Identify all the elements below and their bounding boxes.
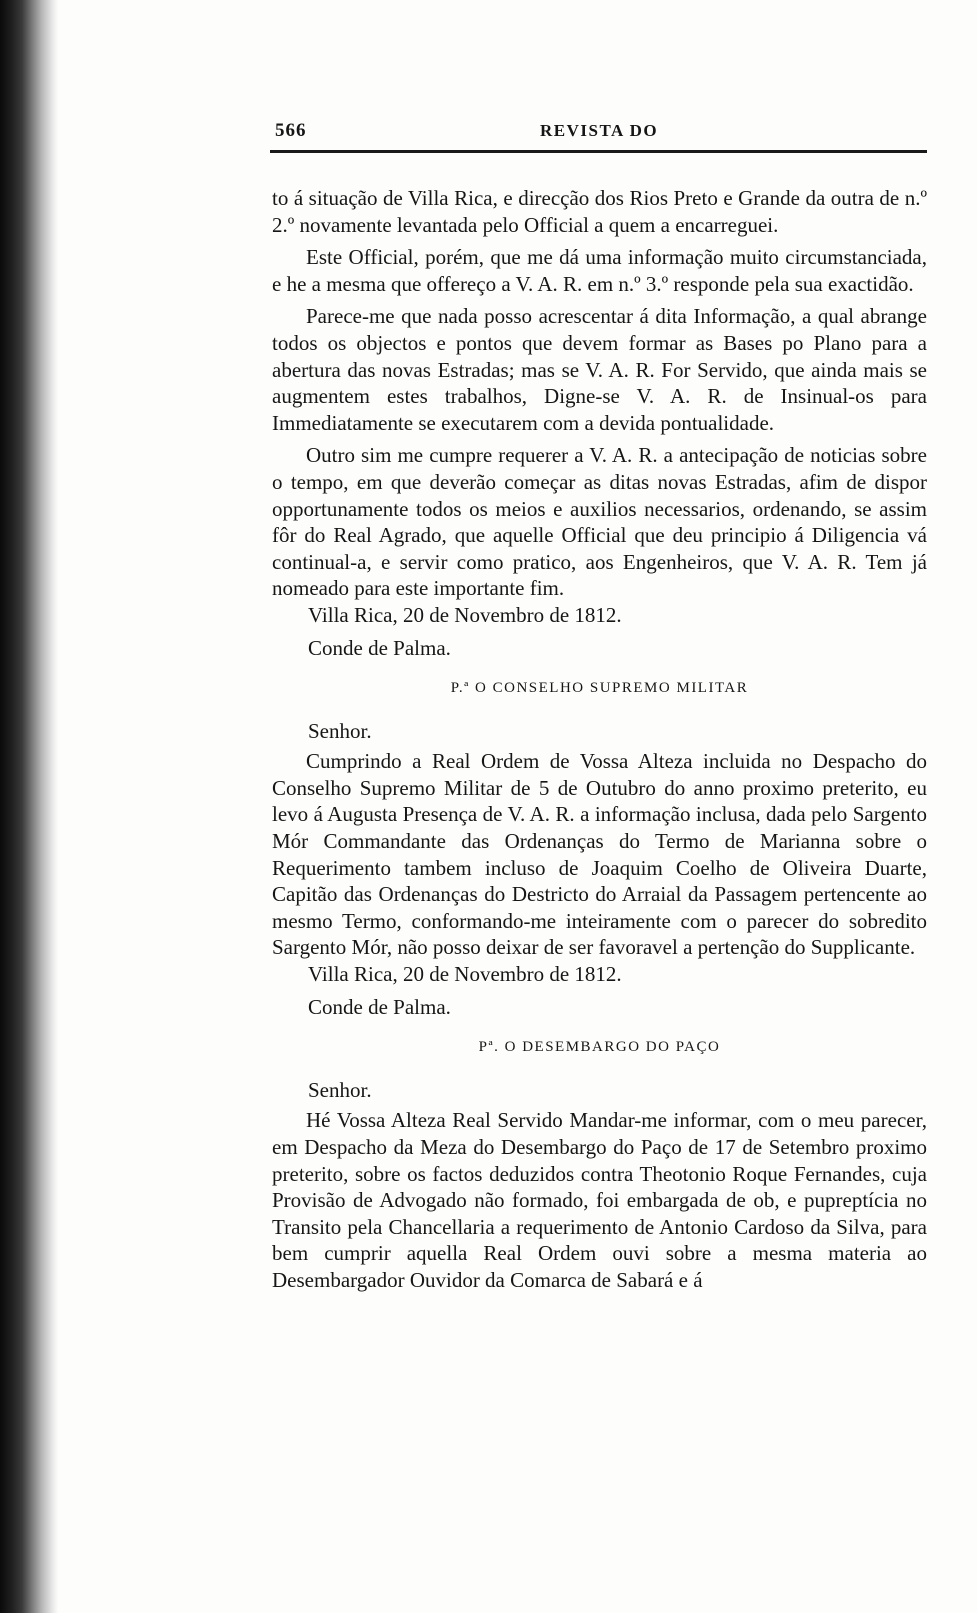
paragraph: Outro sim me cumpre requerer a V. A. R. a antecipação de noticias sobre o tempo, em que deverão começar as ditas novas Estradas, afim de dispor opportunamente todos os meios e auxilios necessarios, ordenando, se assim fôr do Real Agrado, que aquelle Official que deu principio á Diligencia vá continual-a, e servir como pratico, aos Engenheiros, que V. A. R. Tem já nomeado para este importante fim.: [272, 443, 927, 601]
letter-date: Villa Rica, 20 de Novembro de 1812.: [308, 962, 622, 987]
salutation: Senhor.: [308, 718, 372, 743]
header-rule: [270, 150, 927, 153]
paragraph: Hé Vossa Alteza Real Servido Mandar-me informar, com o meu parecer, em Despacho da Meza do Desembargo do Paço de 17 de Setembro proximo preterito, sobre os factos deduzidos contra Theotonio Roque Fernandes, cuja Provisão de Advogado não formado, foi embargada de ob, e pupreptícia no Transito pela Chancellaria a requerimento de Antonio Cardoso da Silva, para bem cumprir aquella Real Ordem ouvi sobre a mesma materia ao Desembargador Ouvidor da Comarca de Sabará e á: [272, 1108, 927, 1292]
salutation: Senhor.: [308, 1077, 372, 1102]
running-head: REVISTA DO: [540, 121, 659, 140]
paragraph: Parece-me que nada posso acrescentar á dita Informação, a qual abrange todos os objectos e pontos que devem formar as Bases po Plano para a abertura das novas Estradas; mas se V. A. R. For Servido, que ainda mais se augmentem estes trabalhos, Digne-se V. A. R. de Insinual-os para Immediatamente se executarem com a devida pontualidade.: [272, 304, 927, 435]
section-heading: P.ª O CONSELHO SUPREMO MILITAR: [450, 680, 749, 697]
book-spine-shadow: [0, 0, 58, 1613]
body-text: [272, 185, 927, 1300]
letter-signature: Conde de Palma.: [308, 635, 451, 660]
page-header: [275, 120, 927, 148]
paragraph: Este Official, porém, que me dá uma informação muito circumstanciada, e he a mesma que offereço a V. A. R. em n.º 3.º responde pela sua exactidão.: [272, 245, 927, 296]
letter-signature: Conde de Palma.: [308, 994, 451, 1019]
section-heading: Pª. O DESEMBARGO DO PAÇO: [478, 1039, 721, 1056]
paragraph-continuation: to á situação de Villa Rica, e direcção dos Rios Preto e Grande da outra de n.º 2.º novamente levantada pelo Official a quem a encarreguei.: [272, 186, 927, 237]
page-number: 566: [275, 120, 307, 141]
letter-date: Villa Rica, 20 de Novembro de 1812.: [308, 602, 622, 627]
paragraph: Cumprindo a Real Ordem de Vossa Alteza incluida no Despacho do Conselho Supremo Militar de 5 de Outubro do anno proximo preterito, eu levo á Augusta Presença de V. A. R. a informação inclusa, dada pelo Sargento Mór Commandante das Ordenanças do Termo de Marianna sobre o Requerimento tambem incluso de Joaquim Coelho de Oliveira Duarte, Capitão das Ordenanças do Destricto do Arraial da Passagem pertencente ao mesmo Termo, conformando-me inteiramente com o parecer do sobredito Sargento Mór, não posso deixar de ser favoravel a pertenção do Supplicante.: [272, 749, 927, 960]
